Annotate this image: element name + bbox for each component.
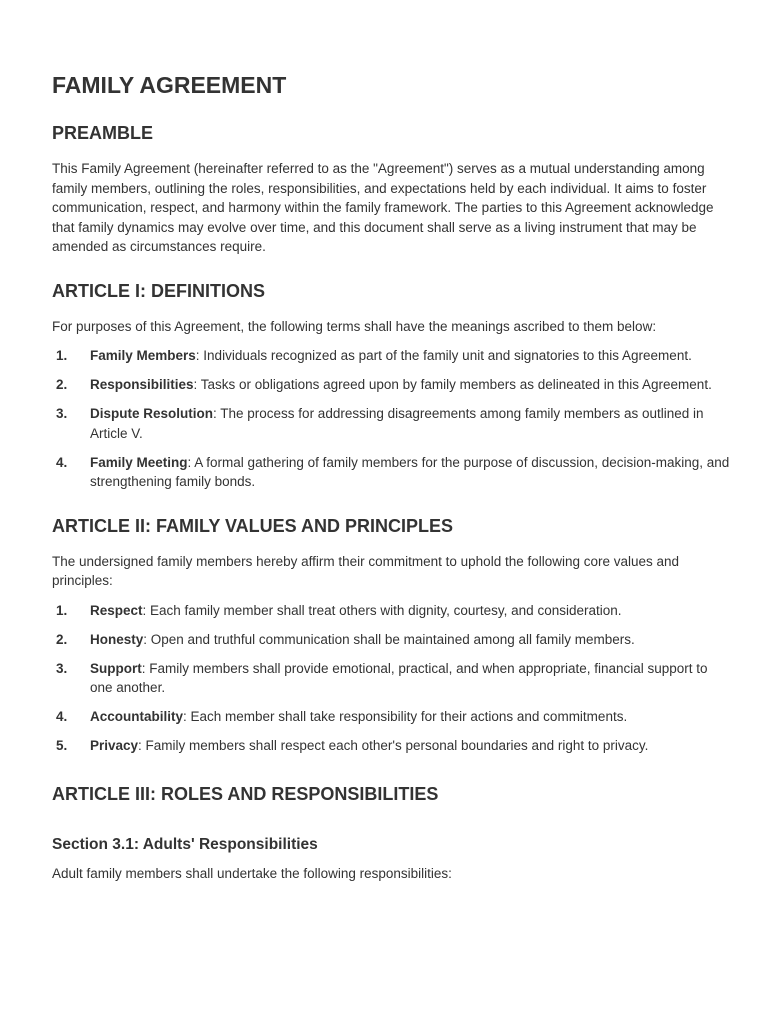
list-number: 1. xyxy=(56,348,68,363)
list-item xyxy=(52,404,730,443)
value-text: : Family members shall provide emotional, practical, and when appropriate, financial support to one another. xyxy=(90,660,708,695)
document-title: FAMILY AGREEMENT xyxy=(52,72,287,98)
definition-term: Family Meeting xyxy=(90,454,188,470)
value-text: : Family members shall respect each other's personal boundaries and right to privacy. xyxy=(138,738,649,753)
list-item xyxy=(52,630,730,650)
definition-text: : A formal gathering of family members for the purpose of discussion, decision-making, and strengthening family bonds. xyxy=(90,454,730,489)
definition-term: Family Members xyxy=(90,348,196,363)
definition-text: : Individuals recognized as part of the family unit and signatories to this Agreement. xyxy=(195,348,692,363)
value-text: : Each family member shall treat others with dignity, courtesy, and consideration. xyxy=(142,602,622,618)
article-1-intro: For purposes of this Agreement, the following terms shall have the meanings ascribed to them below: xyxy=(52,318,657,334)
list-item xyxy=(52,707,730,727)
value-term: Privacy xyxy=(90,738,139,753)
definitions-list xyxy=(52,346,730,492)
list-item xyxy=(52,453,730,492)
value-term: Respect xyxy=(90,602,143,618)
values-list xyxy=(52,601,730,756)
list-number: 2. xyxy=(56,377,68,392)
list-number: 4. xyxy=(56,709,68,724)
list-number: 5. xyxy=(56,738,68,753)
list-item xyxy=(52,375,730,395)
list-number: 3. xyxy=(56,406,68,421)
list-number: 1. xyxy=(56,602,68,618)
value-text: : Open and truthful communication shall be maintained among all family members. xyxy=(143,631,635,647)
list-number: 4. xyxy=(56,454,68,470)
definition-term: Dispute Resolution xyxy=(90,406,214,421)
article-2-intro: The undersigned family members hereby affirm their commitment to uphold the following core values and principles: xyxy=(52,553,680,588)
value-text: : Each member shall take responsibility for their actions and commitments. xyxy=(183,709,628,724)
section-3-1-heading: Section 3.1: Adults' Responsibilities xyxy=(52,835,318,853)
preamble-text: This Family Agreement (hereinafter referred to as the "Agreement") serves as a mutual understanding among family members, outlining the roles, responsibilities, and expectations held by each individual. It aims to foster communication, respect, and harmony within the family framework. The parties to this Agreement acknowledge that family dynamics may evolve over time, and this document shall serve as a living instrument that may be amended as circumstances require. xyxy=(52,161,714,254)
list-item xyxy=(52,601,730,621)
value-term: Honesty xyxy=(90,631,144,647)
definition-text: : The process for addressing disagreements among family members as outlined in Article V. xyxy=(90,406,704,441)
list-number: 2. xyxy=(56,631,68,647)
article-2-heading: ARTICLE II: FAMILY VALUES AND PRINCIPLES xyxy=(52,515,454,536)
list-item xyxy=(52,659,730,698)
article-1-heading: ARTICLE I: DEFINITIONS xyxy=(52,280,265,301)
value-term: Accountability xyxy=(90,709,184,724)
list-item xyxy=(52,736,730,756)
section-3-1-intro: Adult family members shall undertake the following responsibilities: xyxy=(52,865,452,881)
preamble-heading: PREAMBLE xyxy=(52,123,154,143)
definition-text: : Tasks or obligations agreed upon by family members as delineated in this Agreement. xyxy=(193,377,712,392)
article-3-heading: ARTICLE III: ROLES AND RESPONSIBILITIES xyxy=(52,783,439,804)
value-term: Support xyxy=(90,660,142,676)
list-number: 3. xyxy=(56,660,68,676)
list-item xyxy=(52,346,730,366)
definition-term: Responsibilities xyxy=(90,377,194,392)
